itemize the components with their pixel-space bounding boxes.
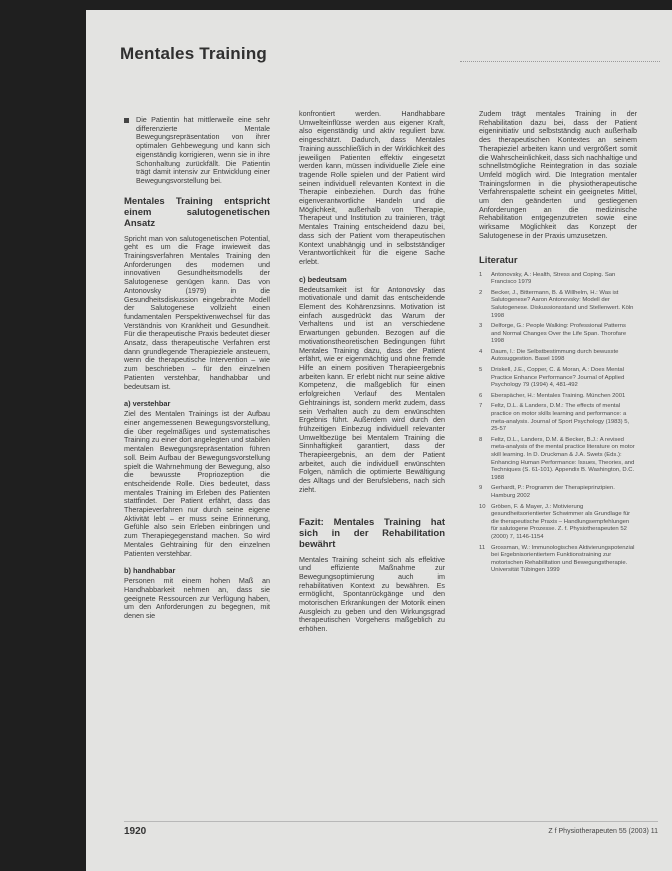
salutogenesis-paragraph: Spricht man von salutogenetischen Potential, geht es um die Frage inwieweit das Trainingsverfahren Mentales Training den Anforderungen des modernen und innovativen Gesundheitsmodells der Salutogenese genügen kann. Das von Antonovsky (1979) in die Gesundheitsdiskussion eingebrachte Modell der Salutogenese vollzieht einen fundamentalen Perspektivenwechsel für das Verständnis von Krankheit und Gesundheit. Für die therapeutische Praxis bedeutet dieser Ansatz, dass therapeutische Verfahren erst dann grundlegende Therapieziele ansteuern, wenn die therapeutische Intervention – wie zum beschrieben – für den einzelnen Patienten verstehbar, handhabbar und bedeutsam ist. [124, 233, 270, 391]
bedeutsam-paragraph: Bedeutsamkeit ist für Antonovsky das motivationale und damit das entscheidende Element des Kohärenzsinns. Motivation ist einfach ausgedrückt das Warum der Verhaltens und ist an verschiedene Erwartungen gebunden. Bezogen auf die motivationstheoretischen Bedingungen führt Mentales Training dazu, dass der Patient erfährt, wie er eigenmächtig und ohne fremde Hilfe an einem positiven Therapieergebnis arbeiten kann. Er erlebt nicht nur seine aktive Kompetenz, die maßgeblich für einen erfolgreichen Verlauf des Mentalen Gehtrainings ist, sondern merkt zudem, dass sein Verhalten auch zu dem erwünschten Ergebnis führt. Außerdem wird durch den frühzeitigen Einbezug individuell relevanter Umweltbezüge bei Mentalem Training die Sinnhaftigkeit garantiert, dass der Therapieergebnis, an dem der Patient arbeitet, auch die individuell erwünschten Folgen, nämlich die optimierte Bewältigung des Alltags und der Berufslebens, nach sich zieht. [299, 284, 445, 494]
reference-number: 7 [479, 403, 483, 410]
reference-number: 5 [479, 367, 483, 374]
reference-text: Eberspächer, H.: Mentales Training. München 2001 [491, 392, 626, 399]
reference-text: Driskell, J.E., Copper, C. & Moran, A.: Does Mental Practice Enhance Performance? Journal of Applied Psychology 79 (1994) 4, 481-492 [491, 367, 625, 389]
reference-number: 2 [479, 289, 483, 296]
square-bullet-icon [124, 118, 129, 123]
reference-item [479, 545, 637, 575]
reference-item [479, 504, 637, 542]
reference-text: Antonovsky, A.: Health, Stress and Coping. San Francisco 1979 [491, 271, 616, 286]
reference-text: Becker, J., Bittermann, B. & Willhelm, H.: Was ist Salutogenese? Aaron Antonovsky: Modell der Salutogenese. Diskussionsstand und Stellenwert. Köln 1998 [491, 289, 634, 319]
reference-list [479, 272, 637, 575]
column-left [124, 116, 270, 627]
reference-number: 1 [479, 271, 483, 278]
column-middle [299, 110, 445, 640]
subheading-verstehbar: a) verstehbar [124, 399, 171, 409]
reference-text: Feltz, D.L. & Landers, D.M.: The effects of mental practice on motor skills learning and performance: a meta-analysis. Journal of Sport Psychology (1983) 5, 25-57 [491, 403, 630, 433]
reference-item [479, 485, 637, 500]
subheading-handhabbar: b) handhabbar [124, 566, 176, 576]
case-bullet [124, 116, 270, 186]
fazit-heading: Fazit: Mentales Training hat sich in der Rehabilitation bewährt [299, 516, 445, 550]
reference-text: Feltz, D.L., Landers, D.M. & Becker, B.J.: A revised meta-analysis of the mental practice literature on motor skill learning. In D. Druckman & J.A. Swets (Eds.): Enhancing Human Performance: Issues, Theories, and Techniques (S. 61-101). Appendix B. Washington, D.C. 1988 [491, 436, 635, 481]
reference-number: 4 [479, 348, 483, 355]
page [86, 10, 672, 871]
reference-text: Gerhardt, P.: Programm der Therapieprinzipien. Hamburg 2002 [491, 485, 615, 499]
reference-number: 10 [479, 503, 486, 510]
title-divider [460, 61, 660, 62]
reference-text: Daum, I.: Die Selbstbestimmung durch bewusste Autosuggestion. Basel 1998 [491, 348, 619, 363]
journal-citation: Z f Physiotherapeuten 55 (2003) 11 [548, 828, 658, 835]
footer-divider [124, 821, 658, 822]
conclusion-paragraph: Zudem trägt mentales Training in der Rehabilitation dazu bei, dass der Patient eigeninitiativ und selbstständig auch außerhalb des therapeutischen Kontextes an seinem Therapieziel arbeiten kann und vergrößert somit die Wahrscheinlichkeit, dass sich nachhaltige und schnellstmögliche Reintegration in das soziale Umfeld möglich wird. Die Integration mentaler Trainingsformen in die physiotherapeutische Verfahrenspalette scheint ein geeignetes Mittel, um den geänderten und gestiegenen Anforderungen an die medizinische Rehabilitation entgegenzutreten sowie eine wirksame Möglichkeit das Konzept der Salutogenese in der Praxis umzusetzen. [479, 109, 637, 240]
reference-number: 6 [479, 392, 483, 399]
reference-item [479, 323, 637, 346]
page-title: Mentales Training [120, 44, 267, 63]
reference-item [479, 437, 637, 483]
reference-item [479, 393, 637, 401]
reference-item [479, 290, 637, 320]
literature-heading: Literatur [479, 254, 518, 266]
reference-item [479, 272, 637, 287]
page-header [120, 44, 660, 78]
verstehbar-paragraph: Ziel des Mentalen Trainings ist der Aufbau einer angemessenen Bewegungsvorstellung, die über regelmäßiges und systematisches Training zu einer dort angelegten und stabilen mentalen Bewegungsrepräsentation führen soll. Beim Aufbau der Bewegungsvorstellung spielt die Wahrnehmung der Bewegung, also die bewusste Propriozeption die entscheidende Rolle. Dies bedeutet, dass mentales Training im Erleben des Patienten stattfindet. Der Patient erfährt, dass das Therapieverfahren nur durch seine eigene Aktivität lebt – er muss seine Erinnerung, Gefühle also sein Erleben einbringen und zum Therapiegegenstand machen. So wird Mentales Gehtraining für den einzelnen Patienten verstehbar. [124, 409, 270, 558]
fazit-paragraph: Mentales Training scheint sich als effektive und effiziente Maßnahme zur Bewegungsoptimierung auch im rehabilitativen Kontext zu bewähren. Es ermöglicht, Spontanrückgänge und den motorischen Erkrankungen der Motorik einen Ausgleich zu geben und den Wirkungsgrad therapeutischen Vorgehens maßgeblich zu erhöhen. [299, 554, 445, 634]
reference-number: 9 [479, 485, 483, 492]
case-bullet-text: Die Patientin hat mittlerweile eine sehr differenzierte Mentale Bewegungsrepräsentation von ihrer optimalen Gehbewegung und kann sich eigenständig korrigieren, wenn sie in ihre Schonhaltung zurückfällt. Die Patientin trägt damit intensiv zur Entwicklung einer Bewegungsvorstellung bei. [136, 115, 270, 185]
handhabbar-continued-paragraph: konfrontiert werden. Handhabbare Umwelteinflüsse werden aus eigener Kraft, also eigenständig und aktiv reguliert bzw. eingeschätzt. Dadurch, dass Mentales Training ausschließlich in der Wirklichkeit des jeweiligen Patienten effektiv eingesetzt werden kann, müssen individuelle Ziele eine tragende Rolle spielen und der Patient wird seinen individuell relevanten Kontext in die Therapie einbeziehen. Durch das frühe eigenverantwortliche Handeln und die Möglichkeit, außerhalb von Therapie, Therapeut und Institution zu trainieren, trägt Mentales Training entscheidend dazu bei, dass sich der Patient vom therapeutischen Kontext unabhängig und in selbstständiger Verantwortlichkeit für die eigene Sache erlebt. [299, 109, 445, 266]
section-heading-salutogenesis: Mentales Training entspricht einem salutogenetischen Ansatz [124, 195, 270, 229]
reference-item [479, 349, 637, 364]
reference-number: 8 [479, 436, 483, 443]
reference-text: Gröben, F. & Mayer, J.: Motivierung gesundheitsorientierter Schwimmer als Grundlage für die therapeutische Praxis – Handlungsempfehlungen für salutogene Prozesse. Z. f. Physiotherapeuten 52 (2000) 7, 1146-1154 [491, 503, 631, 540]
handhabbar-paragraph: Personen mit einem hohen Maß an Handhabbarkeit nehmen an, dass sie geeignete Ressourcen zur Verfügung haben, um den Anforderungen zu begegnen, mit denen sie [124, 576, 270, 621]
reference-item [479, 367, 637, 390]
reference-item [479, 403, 637, 433]
page-number: 1920 [124, 826, 147, 837]
reference-number: 3 [479, 323, 483, 330]
column-right [479, 110, 637, 578]
reference-text: Grossman, W.: Immunologisches Aktivierungspotenzial bei Ergebnisorientiertem Funktionstraining zur motorischen Rehabilitation und Bewegungstherapie. Universität Tübingen 1999 [491, 544, 635, 574]
subheading-bedeutsam: c) bedeutsam [299, 274, 347, 284]
reference-text: Delforge, G.: People Walking: Professional Patterns and Normal Changes Over the Life Span. Thorofare 1998 [491, 323, 627, 345]
reference-number: 11 [479, 544, 486, 551]
